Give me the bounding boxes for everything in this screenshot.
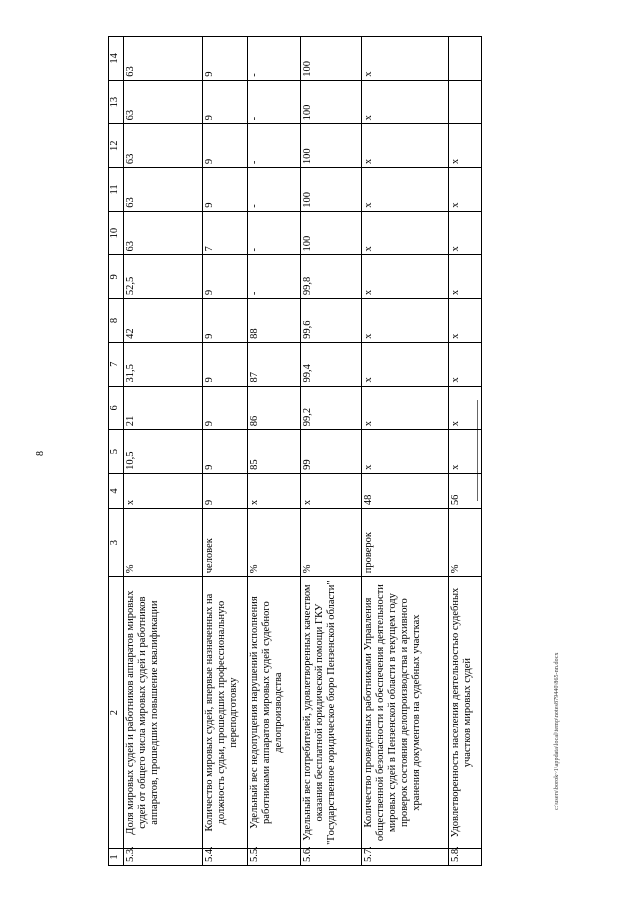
value-cell: 63	[124, 211, 203, 255]
value-cell: 56	[449, 473, 482, 508]
value-cell: -	[248, 255, 301, 299]
unit-cell: %	[449, 509, 482, 577]
header-cell: 10	[109, 211, 124, 255]
value-cell: 88	[248, 299, 301, 343]
rotated-table-wrapper	[108, 36, 474, 866]
value-cell: -	[248, 37, 301, 81]
value-cell: х	[449, 430, 482, 474]
value-cell: 100	[301, 37, 362, 81]
header-cell: 8	[109, 299, 124, 343]
value-cell: х	[362, 342, 449, 386]
value-cell: х	[362, 124, 449, 168]
value-cell: 10,5	[124, 430, 203, 474]
value-cell: х	[362, 430, 449, 474]
value-cell: х	[301, 473, 362, 508]
unit-cell: %	[124, 509, 203, 577]
value-cell: х	[449, 386, 482, 430]
value-cell: х	[362, 299, 449, 343]
value-cell: х	[248, 473, 301, 508]
indicators-table	[108, 36, 482, 866]
unit-cell: человек	[203, 509, 248, 577]
value-cell: х	[449, 211, 482, 255]
value-cell: 100	[301, 211, 362, 255]
footer-file-path: c:\users\borok~1\appdata\local\temp\notes879440\865-nn.docx	[554, 652, 560, 810]
value-cell: 9	[203, 473, 248, 508]
value-cell: 9	[203, 168, 248, 212]
value-cell: 99,4	[301, 342, 362, 386]
page-number: 8	[35, 451, 46, 456]
header-row	[109, 37, 124, 866]
value-cell: 63	[124, 124, 203, 168]
value-cell	[449, 80, 482, 124]
value-cell: 85	[248, 430, 301, 474]
value-cell: 48	[362, 473, 449, 508]
value-cell: 99,6	[301, 299, 362, 343]
indicator-description: Доля мировых судей и работников аппаратов мировых судей от общего числа мировых судей и работников аппаратов, прошедших повышение квалификации	[124, 577, 203, 849]
value-cell: х	[449, 255, 482, 299]
value-cell: х	[362, 168, 449, 212]
value-cell: 100	[301, 80, 362, 124]
header-cell: 11	[109, 168, 124, 212]
value-cell: 100	[301, 124, 362, 168]
value-cell: х	[449, 299, 482, 343]
value-cell: 9	[203, 299, 248, 343]
header-cell: 1	[109, 848, 124, 865]
value-cell: -	[248, 124, 301, 168]
value-cell: 63	[124, 80, 203, 124]
indicator-description: Количество мировых судей, впервые назначенных на должность судьи, прошедших профессиональную переподготовку	[203, 577, 248, 849]
value-cell: 9	[203, 37, 248, 81]
unit-cell: проверок	[362, 509, 449, 577]
header-cell: 4	[109, 473, 124, 508]
row-number: 5.4.	[203, 848, 248, 865]
value-cell: 9	[203, 255, 248, 299]
value-cell: х	[362, 80, 449, 124]
unit-cell: %	[301, 509, 362, 577]
value-cell: -	[248, 211, 301, 255]
value-cell: х	[449, 342, 482, 386]
value-cell: х	[449, 168, 482, 212]
row-number: 5.6.	[301, 848, 362, 865]
value-cell: 42	[124, 299, 203, 343]
table-row	[124, 37, 203, 866]
header-cell: 5	[109, 430, 124, 474]
unit-cell: %	[248, 509, 301, 577]
value-cell	[449, 37, 482, 81]
value-cell: 100	[301, 168, 362, 212]
value-cell: х	[449, 124, 482, 168]
header-cell: 13	[109, 80, 124, 124]
value-cell: 9	[203, 80, 248, 124]
value-cell: 99,8	[301, 255, 362, 299]
header-cell: 14	[109, 37, 124, 81]
header-cell: 9	[109, 255, 124, 299]
value-cell: 52,5	[124, 255, 203, 299]
header-cell: 2	[109, 577, 124, 849]
indicator-description: Удельный вес потребителей, удовлетворенных качеством оказания бесплатной юридической помощи ГКУ "Государственное юридическое бюро Пензенской области"	[301, 577, 362, 849]
header-cell: 7	[109, 342, 124, 386]
value-cell: -	[248, 80, 301, 124]
value-cell: 9	[203, 342, 248, 386]
table-row	[203, 37, 248, 866]
row-number: 5.5.	[248, 848, 301, 865]
value-cell: 9	[203, 386, 248, 430]
value-cell: 63	[124, 37, 203, 81]
header-cell: 6	[109, 386, 124, 430]
value-cell: 9	[203, 430, 248, 474]
header-cell: 3	[109, 509, 124, 577]
value-cell: х	[362, 211, 449, 255]
value-cell: 63	[124, 168, 203, 212]
row-number: 5.3.	[124, 848, 203, 865]
row-number: 5.7.	[362, 848, 449, 865]
value-cell: 99	[301, 430, 362, 474]
value-cell: х	[362, 37, 449, 81]
value-cell: х	[362, 386, 449, 430]
value-cell: 87	[248, 342, 301, 386]
value-cell: х	[362, 255, 449, 299]
value-cell: 21	[124, 386, 203, 430]
value-cell: 9	[203, 124, 248, 168]
value-cell: 99,2	[301, 386, 362, 430]
value-cell: 7	[203, 211, 248, 255]
value-cell: 31,5	[124, 342, 203, 386]
table-row	[301, 37, 362, 866]
header-cell: 12	[109, 124, 124, 168]
indicator-description: Количество проведенных работниками Управления общественной безопасности и обеспечения деятельности мировых судей в Пензенской области в текущем году проверок состояния делопроизводства и архивного хранения документов на судебных участках	[362, 577, 449, 849]
value-cell: 86	[248, 386, 301, 430]
indicator-description: Удовлетворенность населения деятельностью судебных участков мировых судей	[449, 577, 482, 849]
value-cell: -	[248, 168, 301, 212]
table-row	[362, 37, 449, 866]
indicator-description: Удельный вес недопущения нарушений исполнения работниками аппаратов мировых судей судебного делопроизводства	[248, 577, 301, 849]
table-row	[449, 37, 482, 866]
value-cell: х	[124, 473, 203, 508]
row-number: 5.8.	[449, 848, 482, 865]
table-row	[248, 37, 301, 866]
